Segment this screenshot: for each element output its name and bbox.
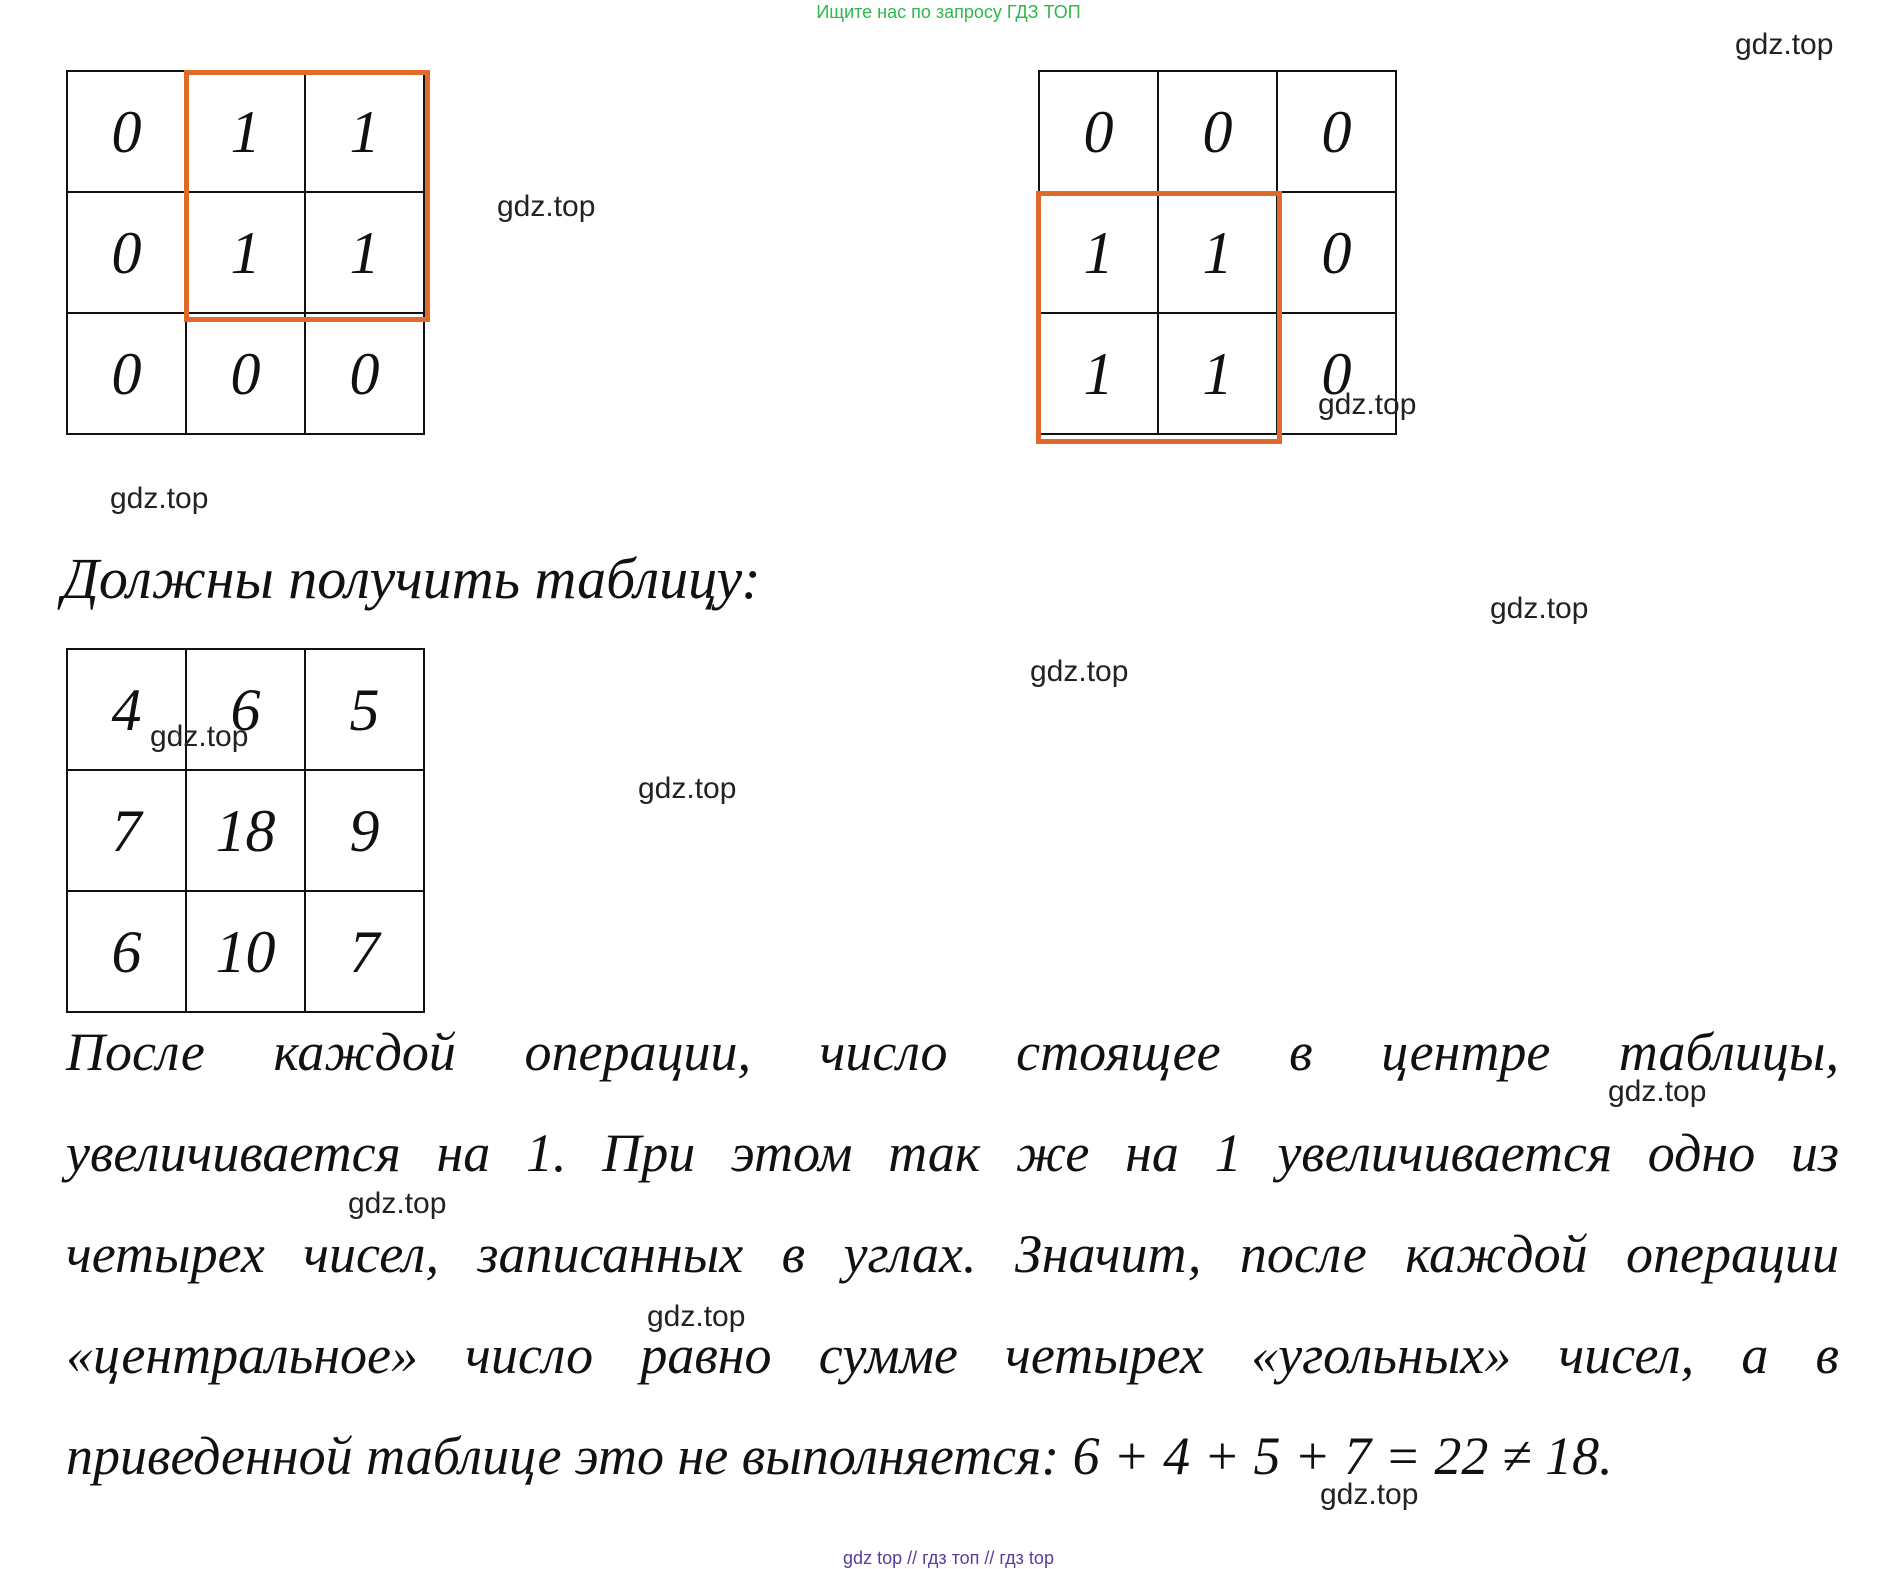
- grid-b-highlight: [1036, 191, 1282, 444]
- grid-c-cell: 9: [305, 770, 424, 891]
- grid-c-cell: 10: [186, 891, 305, 1012]
- grid-c-cell: 4: [67, 649, 186, 770]
- grid-c-cell: 7: [67, 770, 186, 891]
- grid-a-cell: 1: [186, 192, 305, 313]
- explanation-paragraph: [66, 1002, 1839, 1507]
- watermark: gdz.top: [110, 482, 209, 515]
- watermark: gdz.top: [1318, 388, 1417, 421]
- grid-b-cell: 1: [1158, 192, 1277, 313]
- paragraph-line: приведенной таблице это не выполняется: 6 + 4 + 5 + 7 = 22 ≠ 18.: [66, 1426, 1613, 1486]
- watermark: gdz.top: [1735, 28, 1834, 61]
- grid-c-cell: 6: [186, 649, 305, 770]
- grid-b-cell: 0: [1158, 71, 1277, 192]
- top-banner: Ищите нас по запросу ГДЗ ТОП: [816, 2, 1081, 22]
- paragraph-line: «центральное» число равно сумме четырех «угольных» чисел, а в: [66, 1325, 1839, 1385]
- grid-a-cell: 1: [305, 192, 424, 313]
- watermark: gdz.top: [497, 190, 596, 223]
- watermark: gdz.top: [638, 772, 737, 805]
- heading: Должны получить таблицу:: [62, 546, 761, 611]
- paragraph-line: четырех чисел, записанных в углах. Значит, после каждой операции: [66, 1224, 1839, 1284]
- watermark: gdz.top: [1320, 1478, 1419, 1511]
- grid-c: [66, 648, 425, 1013]
- grid-c-cell: 18: [186, 770, 305, 891]
- grid-c-cell: 6: [67, 891, 186, 1012]
- watermark: gdz.top: [1608, 1075, 1707, 1108]
- grid-b-cell: 1: [1158, 313, 1277, 434]
- watermark: gdz.top: [1030, 655, 1129, 688]
- watermark: gdz.top: [1490, 592, 1589, 625]
- grid-a-cell: 0: [305, 313, 424, 434]
- watermark: gdz.top: [150, 720, 249, 753]
- paragraph-line: После каждой операции, число стоящее в центре таблицы,: [66, 1022, 1839, 1082]
- grid-b-cell: 0: [1277, 71, 1396, 192]
- footer-links: gdz top // гдз топ // гдз top: [843, 1548, 1054, 1568]
- grid-a-cell: 0: [186, 313, 305, 434]
- watermark: gdz.top: [647, 1300, 746, 1333]
- grid-a-cell: 0: [67, 71, 186, 192]
- grid-a-cell: 0: [67, 313, 186, 434]
- grid-a-highlight: [184, 70, 430, 322]
- grid-b-cell: 0: [1277, 313, 1396, 434]
- watermark: gdz.top: [348, 1187, 447, 1220]
- grid-a-cell: 1: [305, 71, 424, 192]
- grid-b-cell: 0: [1039, 71, 1158, 192]
- grid-c-cell: 5: [305, 649, 424, 770]
- paragraph-line: увеличивается на 1. При этом так же на 1 увеличивается одно из: [66, 1123, 1839, 1183]
- grid-b-cell: 0: [1277, 192, 1396, 313]
- grid-a-cell: 0: [67, 192, 186, 313]
- grid-c-cell: 7: [305, 891, 424, 1012]
- grid-a-cell: 1: [186, 71, 305, 192]
- grid-b-cell: 1: [1039, 313, 1158, 434]
- grid-b-cell: 1: [1039, 192, 1158, 313]
